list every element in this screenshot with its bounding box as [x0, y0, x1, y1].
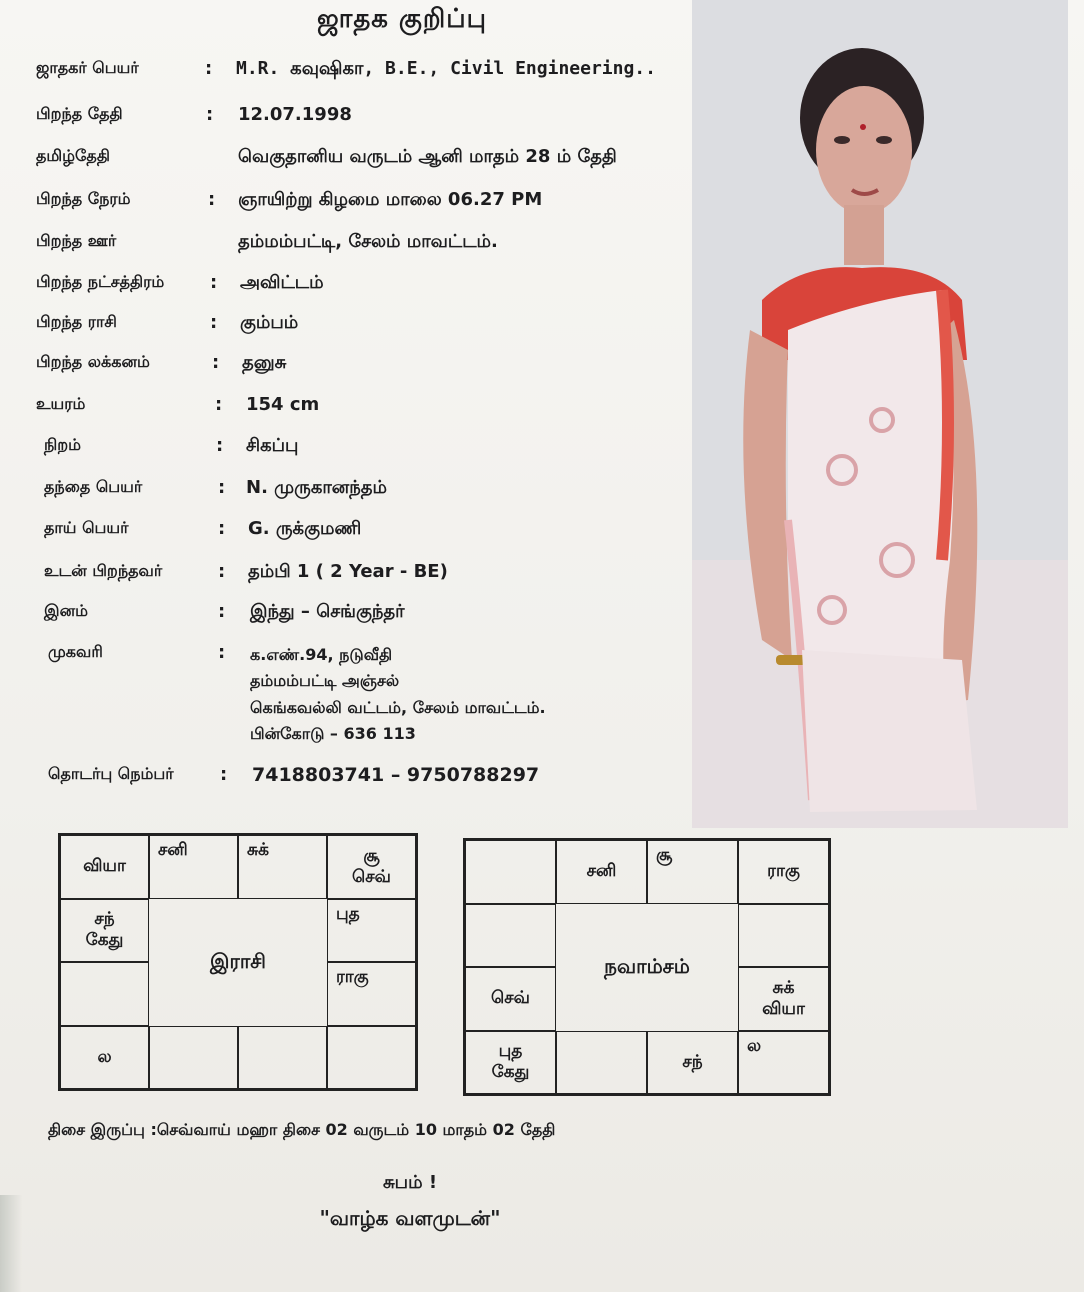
- chart-house-cell: [60, 1026, 149, 1090]
- chart-house-cell: [60, 835, 149, 899]
- detail-row: [0, 435, 690, 465]
- detail-colon: :: [218, 477, 226, 498]
- planet-label: ல: [747, 1035, 762, 1056]
- contact-label: தொடர்பு நெம்பர்: [48, 764, 174, 783]
- blessing-greeting: "வாழ்க வளமுடன்": [319, 1206, 501, 1230]
- chart-center-title: இராசி: [210, 948, 266, 973]
- address-label: முகவரி: [48, 642, 103, 661]
- detail-label: பிறந்த நேரம்: [36, 189, 131, 208]
- detail-colon: :: [206, 104, 214, 125]
- chart-house-cell: [60, 962, 149, 1026]
- detail-label: தந்தை பெயர்: [44, 477, 143, 496]
- detail-colon: :: [216, 435, 224, 456]
- address-line: கெங்கவல்லி வட்டம், சேலம் மாவட்டம்.: [250, 698, 546, 717]
- detail-value: 12.07.1998: [238, 104, 352, 125]
- detail-value: G. ருக்குமணி: [248, 518, 362, 539]
- navamsa-chart: [463, 838, 831, 1096]
- chart-house-cell: [556, 1031, 647, 1095]
- chart-house-cell: [465, 904, 556, 968]
- planet-label: கேது: [491, 1062, 530, 1083]
- detail-row: [0, 477, 690, 507]
- planet-label: செவ்: [352, 866, 391, 887]
- detail-row: [0, 272, 690, 302]
- detail-value: இந்து – செங்குந்தர்: [250, 601, 405, 622]
- paper-edge-shadow: [0, 1195, 22, 1292]
- chart-house-cell: [738, 840, 829, 904]
- detail-value: 154 cm: [246, 394, 320, 415]
- detail-label: பிறந்த நட்சத்திரம்: [36, 272, 165, 291]
- detail-row: [0, 312, 690, 342]
- planet-label: சுக்: [247, 840, 269, 860]
- detail-row: [0, 58, 690, 88]
- chart-house-cell: [465, 1031, 556, 1095]
- blessing-subham: சுபம் !: [382, 1172, 438, 1193]
- planet-label: சுக்: [772, 977, 795, 998]
- detail-row: [0, 146, 690, 176]
- chart-house-cell: [556, 840, 647, 904]
- detail-value: தம்மம்பட்டி, சேலம் மாவட்டம்.: [238, 231, 498, 252]
- planet-label: ராகு: [767, 861, 800, 882]
- detail-label: பிறந்த ராசி: [36, 312, 117, 331]
- planet-label: புத: [336, 903, 360, 924]
- contact-value: 7418803741 – 9750788297: [252, 764, 540, 786]
- detail-row: [0, 601, 690, 631]
- detail-colon: :: [210, 272, 218, 293]
- detail-value: தம்பி 1 ( 2 Year - BE): [248, 561, 448, 582]
- chart-house-cell: [738, 1031, 829, 1095]
- chart-house-cell: [327, 835, 416, 899]
- detail-row: [0, 394, 690, 424]
- detail-label: இனம்: [44, 601, 88, 620]
- planet-label: வியா: [762, 998, 805, 1019]
- detail-colon: :: [212, 352, 220, 373]
- address-line: தம்மம்பட்டி அஞ்சல்: [250, 671, 400, 690]
- planet-label: வியா: [83, 856, 126, 877]
- detail-colon: :: [218, 518, 226, 539]
- chart-house-cell: [465, 840, 556, 904]
- detail-row: [0, 231, 690, 261]
- chart-house-cell: [238, 835, 327, 899]
- portrait-photo: [692, 0, 1068, 828]
- address-line: பின்கோடு – 636 113: [250, 724, 416, 743]
- detail-label: தமிழ்தேதி: [36, 146, 110, 165]
- dasa-line: திசை இருப்பு :செவ்வாய் மஹா திசை 02 வருடம் 10 மாதம் 02 தேதி: [48, 1120, 556, 1139]
- detail-value: தனுசு: [242, 352, 287, 373]
- planet-label: சனி: [586, 861, 617, 882]
- rasi-chart: [58, 833, 418, 1091]
- detail-value: சிகப்பு: [246, 435, 299, 456]
- detail-value: அவிட்டம்: [240, 272, 324, 293]
- planet-label: சூ: [363, 845, 380, 866]
- chart-house-cell: [647, 840, 738, 904]
- planet-label: சூ: [656, 845, 673, 865]
- detail-label: பிறந்த லக்கனம்: [36, 352, 150, 371]
- planet-label: கேது: [85, 930, 124, 951]
- detail-colon: :: [215, 394, 223, 415]
- portrait-illustration: [692, 0, 1068, 828]
- detail-value: N. முருகானந்தம்: [246, 477, 387, 498]
- detail-label: ஜாதகர் பெயர்: [36, 58, 139, 77]
- planet-label: சந்: [682, 1051, 703, 1072]
- detail-value: ஞாயிற்று கிழமை மாலை 06.27 PM: [238, 189, 543, 210]
- chart-house-cell: [149, 1026, 238, 1090]
- chart-house-cell: [238, 1026, 327, 1090]
- planet-label: சனி: [158, 840, 188, 860]
- chart-house-cell: [327, 962, 416, 1026]
- planet-label: புத: [498, 1041, 523, 1061]
- detail-row: [0, 352, 690, 382]
- planet-label: ல: [97, 1046, 112, 1067]
- detail-colon: :: [218, 561, 226, 582]
- detail-value: கும்பம்: [240, 312, 299, 333]
- detail-colon: :: [218, 601, 226, 622]
- chart-house-cell: [60, 899, 149, 963]
- chart-center-title: நவாம்சம்: [604, 953, 690, 978]
- chart-house-cell: [327, 899, 416, 963]
- detail-label: பிறந்த தேதி: [36, 104, 123, 123]
- detail-row: [0, 104, 690, 134]
- contact-row: [0, 764, 690, 794]
- chart-house-cell: [327, 1026, 416, 1090]
- planet-label: சந்: [94, 909, 115, 929]
- detail-colon: :: [210, 312, 218, 333]
- document-title: ஜாதக குறிப்பு: [317, 4, 487, 34]
- detail-colon: :: [208, 189, 216, 210]
- detail-row: [0, 189, 690, 219]
- detail-value: வெகுதானிய வருடம் ஆனி மாதம் 28 ம் தேதி: [238, 146, 617, 167]
- detail-row: [0, 561, 690, 591]
- contact-colon: :: [220, 764, 228, 785]
- address-line: க.எண்.94, நடுவீதி: [250, 645, 393, 664]
- address-colon: :: [218, 642, 226, 663]
- detail-label: உயரம்: [36, 394, 86, 413]
- detail-label: உடன் பிறந்தவர்: [44, 561, 163, 580]
- detail-label: தாய் பெயர்: [44, 518, 129, 537]
- chart-house-cell: [465, 967, 556, 1031]
- chart-house-cell: [647, 1031, 738, 1095]
- planet-label: செவ்: [491, 988, 530, 1009]
- chart-house-cell: [738, 904, 829, 968]
- chart-house-cell: [738, 967, 829, 1031]
- chart-house-cell: [149, 835, 238, 899]
- detail-colon: :: [205, 58, 213, 79]
- detail-label: பிறந்த ஊர்: [36, 231, 117, 250]
- planet-label: ராகு: [336, 967, 369, 987]
- detail-value: M.R. கவுஷிகா, B.E., Civil Engineering..: [236, 58, 656, 79]
- detail-label: நிறம்: [44, 435, 82, 454]
- detail-row: [0, 518, 690, 548]
